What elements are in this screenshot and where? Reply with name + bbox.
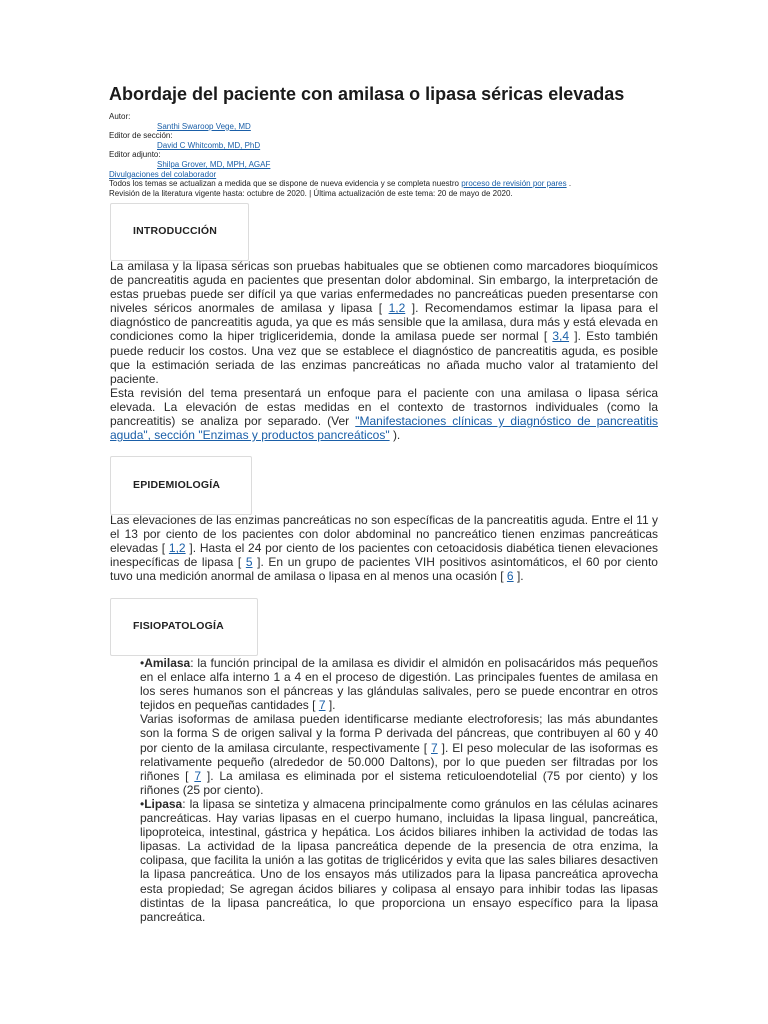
epidemiology-text <box>110 513 658 583</box>
reference-link[interactable]: 1,2 <box>168 541 186 556</box>
intro-text <box>110 259 658 442</box>
reference-link[interactable]: 7 <box>431 740 438 755</box>
peer-review-link[interactable]: proceso de revisión por pares <box>461 179 567 189</box>
section-title: EPIDEMIOLOGÍA <box>133 479 221 491</box>
term-lipasa: Lipasa <box>144 796 183 811</box>
review-dates: Revisión de la literatura vigente hasta: octubre de 2020. | Última actualización de este tema: 20 de mayo de 2020. <box>109 188 513 198</box>
bullet-icon: • <box>140 796 145 811</box>
list-item-lipasa: •Lipasa: la lipasa se sintetiza y almacena principalmente como gránulos en las células acinares pancreáticas. Hay varias lipasas en el cuerpo humano, incluidas la lipasa lingual, pancreática, lipoproteica, intestinal, gástrica y hepática. Los ácidos biliares inhiben la actividad de todas las lipasas. La actividad de la lipasa pancreática depende de la presencia de otra enzima, la colipasa, que facilita la unión a las gotitas de triglicéridos y evita que las sales biliares desactiven la lipasa pancreática. Uno de los ensayos más utilizados para la lipasa pancreática aprovecha esta propiedad; Se agregan ácidos biliares y colipasa al ensayo para inhibir todas las lipasas distintas de la lipasa pancreática, lo que proporciona un ensayo específico para la lipasa pancreática. <box>140 796 658 924</box>
reference-link[interactable]: 6 <box>506 569 514 584</box>
physiopathology-list <box>140 656 658 924</box>
author-label: Autor: <box>109 112 131 121</box>
epi-paragraph: Las elevaciones de las enzimas pancreáticas no son específicas de la pancreatitis aguda. Entre el 11 y el 13 por ciento de los pacientes con dolor abdominal no pancreático tienen enzimas pancreáticas elevadas [ 1,2 ]. Hasta el 24 por ciento de los pacientes con cetoacidosis diabética tienen elevaciones inespecíficas de lipasa [ 5 ]. En un grupo de pacientes VIH positivos asintomáticos, el 60 por ciento tuvo una medición anormal de amilasa o lipasa en al menos una ocasión [ 6 ]. <box>110 513 658 584</box>
author-link[interactable]: Santhi Swaroop Vege, MD <box>157 121 251 131</box>
contributor-disclosures-link[interactable]: Divulgaciones del colaborador <box>109 169 217 179</box>
intro-paragraph-1: La amilasa y la lipasa séricas son pruebas habituales que se obtienen como marcadores bioquímicos de pancreatitis aguda en pacientes que presentan dolor abdominal. Sin embargo, la interpretación de estas pruebas puede ser difícil ya que varias enfermedades no pancreáticas pueden presentarse con niveles séricos anormales de amilasa y lipasa [ 1,2 ]. Recomendamos estimar la lipasa para el diagnóstico de pancreatitis aguda, ya que es más sensible que la amilasa, dura más y está elevada en condiciones como la hiper trigliceridemia, donde la amilasa puede ser normal [ 3,4 ]. Esto también puede reducir los costos. Una vez que se establece el diagnóstico de pancreatitis aguda, es posible que la estimación seriada de las enzimas pancreáticas no añada mucho valor al tratamiento del paciente. <box>110 259 658 386</box>
section-header-epidemiologia <box>110 456 252 515</box>
reference-link[interactable]: 7 <box>194 768 202 783</box>
reference-link[interactable]: 5 <box>245 555 253 570</box>
section-editor-link[interactable]: David C Whitcomb, MD, PhD <box>157 140 261 150</box>
article-meta: Autor: Santhi Swaroop Vege, MD Editor de sección: David C Whitcomb, MD, PhD Editor adjunto: Shilpa Grover, MD, MPH, AGAF Divulgaciones del colaborador Todos los temas se actualizan a medida que se dispone de nueva evidencia y se completa nuestro proceso de revisión por pares . Revisión de la literatura vigente hasta: octubre de 2020. | Última actualización de este tema: 20 de mayo de 2020. <box>109 112 669 198</box>
topic-link[interactable]: "Manifestaciones clínicas y diagnóstico de pancreatitis aguda", sección "Enzimas y productos pancreáticos" <box>110 414 658 443</box>
deputy-editor-label: Editor adjunto: <box>109 150 161 160</box>
section-title: FISIOPATOLOGÍA <box>133 620 224 632</box>
reference-link[interactable]: 3,4 <box>552 329 570 344</box>
page-title: Abordaje del paciente con amilasa o lipasa séricas elevadas <box>109 84 625 104</box>
bullet-icon: • <box>140 656 145 670</box>
update-text: Todos los temas se actualizan a medida que se dispone de nueva evidencia y se completa nuestro <box>109 179 459 189</box>
list-item-amilasa: •Amilasa: la función principal de la amilasa es dividir el almidón en polisacáridos más pequeños en el enlace alfa interno 1 a 4 en el proceso de digestión. Las principales fuentes de amilasa en los seres humanos son el páncreas y las glándulas salivales, pero se puede encontrar en otros tejidos en pequeñas cantidades [ 7 ]. <box>140 656 658 713</box>
amilasa-isoforms-paragraph: Varias isoformas de amilasa pueden identificarse mediante electroforesis; las más abundantes son la forma S de origen salival y la forma P derivada del páncreas, que contribuyen al 60 y 40 por ciento de la amilasa circulante, respectivamente [ 7 ]. El peso molecular de las isoformas es relativamente pequeño (alrededor de 50.000 Daltons), por lo que pueden ser filtradas por los riñones [ 7 ]. La amilasa es eliminada por el sistema reticuloendotelial (75 por ciento) y los riñones (25 por ciento). <box>140 712 659 797</box>
intro-paragraph-2: Esta revisión del tema presentará un enfoque para el paciente con una amilasa o lipasa sérica elevada. La elevación de estas medidas en el contexto de trastornos individuales (como la pancreatitis) se analiza por separado. (Ver "Manifestaciones clínicas y diagnóstico de pancreatitis aguda", sección "Enzimas y productos pancreáticos" ). <box>110 385 658 443</box>
section-header-introduccion <box>110 203 249 261</box>
term-amilasa: Amilasa <box>144 656 191 670</box>
reference-link[interactable]: 7 <box>318 698 326 713</box>
section-header-fisiopatologia <box>110 598 258 656</box>
deputy-editor-link[interactable]: Shilpa Grover, MD, MPH, AGAF <box>157 159 271 169</box>
section-editor-label: Editor de sección: <box>109 131 173 141</box>
reference-link[interactable]: 1,2 <box>388 301 406 316</box>
section-title: INTRODUCCIÓN <box>133 225 218 237</box>
